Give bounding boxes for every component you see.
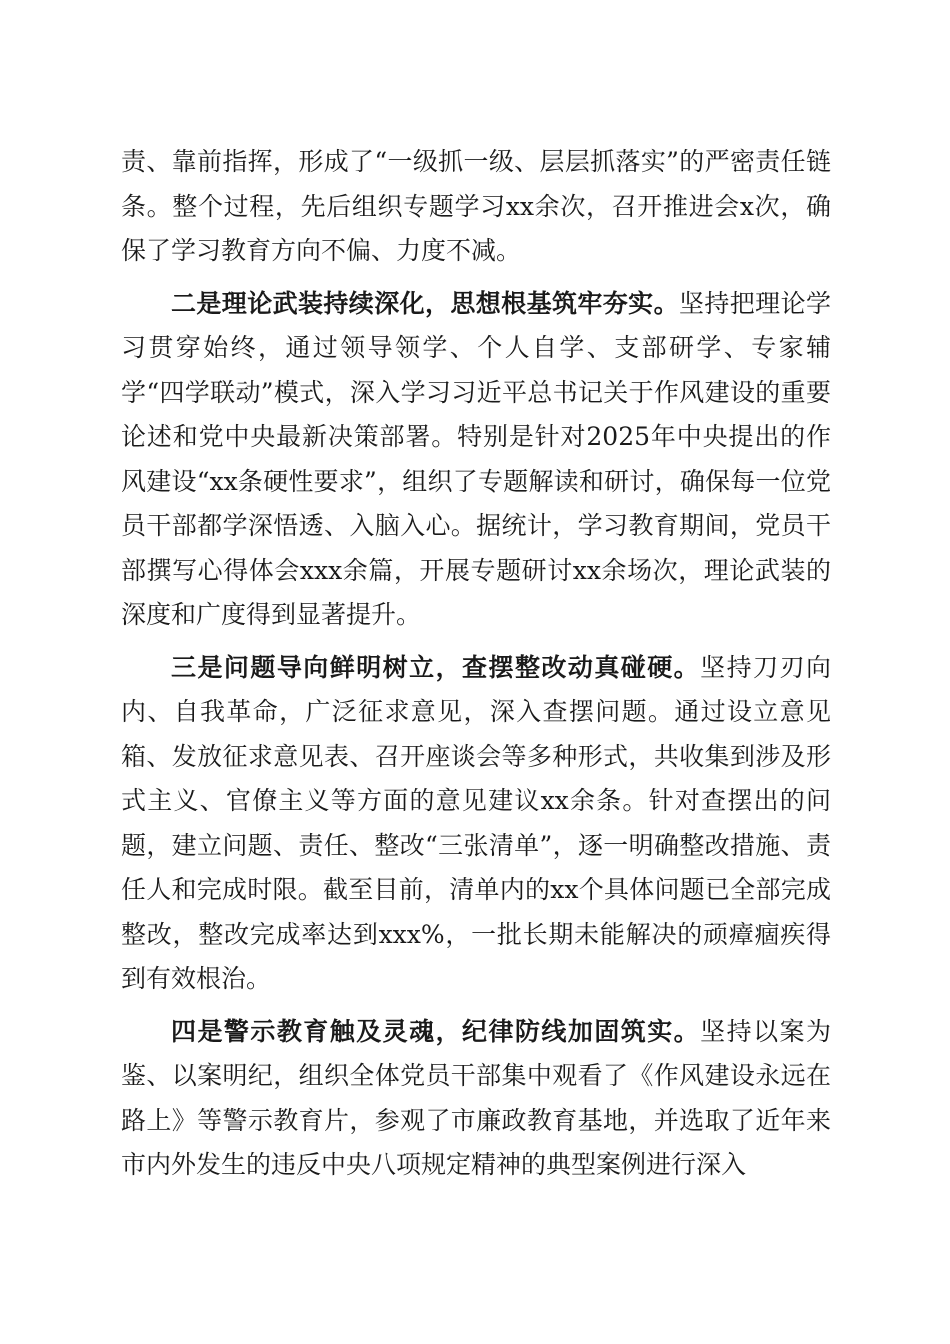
document-body	[121, 140, 831, 1188]
paragraph-theory	[121, 282, 831, 638]
paragraph-continuation	[121, 140, 831, 274]
paragraph-body: 坚持把理论学习贯穿始终，通过领导领学、个人自学、支部研学、专家辅学“四学联动”模式，深入学习习近平总书记关于作风建设的重要论述和党中央最新决策部署。特别是针对2025年中央提出的作风建设“xx条硬性要求”，组织了专题解读和研讨，确保每一位党员干部都学深悟透、入脑入心。据统计，学习教育期间，党员干部撰写心得体会xxx余篇，开展专题研讨xx余场次，理论武装的深度和广度得到显著提升。	[121, 288, 831, 629]
paragraph-heading: 二是理论武装持续深化，思想根基筑牢夯实。	[171, 288, 679, 318]
paragraph-body: 坚持刀刃向内、自我革命，广泛征求意见，深入查摆问题。通过设立意见箱、发放征求意见表、召开座谈会等多种形式，共收集到涉及形式主义、官僚主义等方面的意见建议xx余条。针对查摆出的问题，建立问题、责任、整改“三张清单”，逐一明确整改措施、责任人和完成时限。截至目前，清单内的xx个具体问题已全部完成整改，整改完成率达到xxx%，一批长期未能解决的顽瘴痼疾得到有效根治。	[121, 652, 831, 993]
paragraph-problems	[121, 646, 831, 1002]
paragraph-warning-education	[121, 1010, 831, 1188]
paragraph-body: 坚持以案为鉴、以案明纪，组织全体党员干部集中观看了《作风建设永远在路上》等警示教育片，参观了市廉政教育基地，并选取了近年来市内外发生的违反中央八项规定精神的典型案例进行深入	[121, 1016, 831, 1179]
paragraph-heading: 三是问题导向鲜明树立，查摆整改动真碰硬。	[171, 652, 701, 682]
paragraph-body: 责、靠前指挥，形成了“一级抓一级、层层抓落实”的严密责任链条。整个过程，先后组织专题学习xx余次，召开推进会x次，确保了学习教育方向不偏、力度不减。	[121, 147, 831, 265]
paragraph-heading: 四是警示教育触及灵魂，纪律防线加固筑实。	[171, 1016, 701, 1046]
